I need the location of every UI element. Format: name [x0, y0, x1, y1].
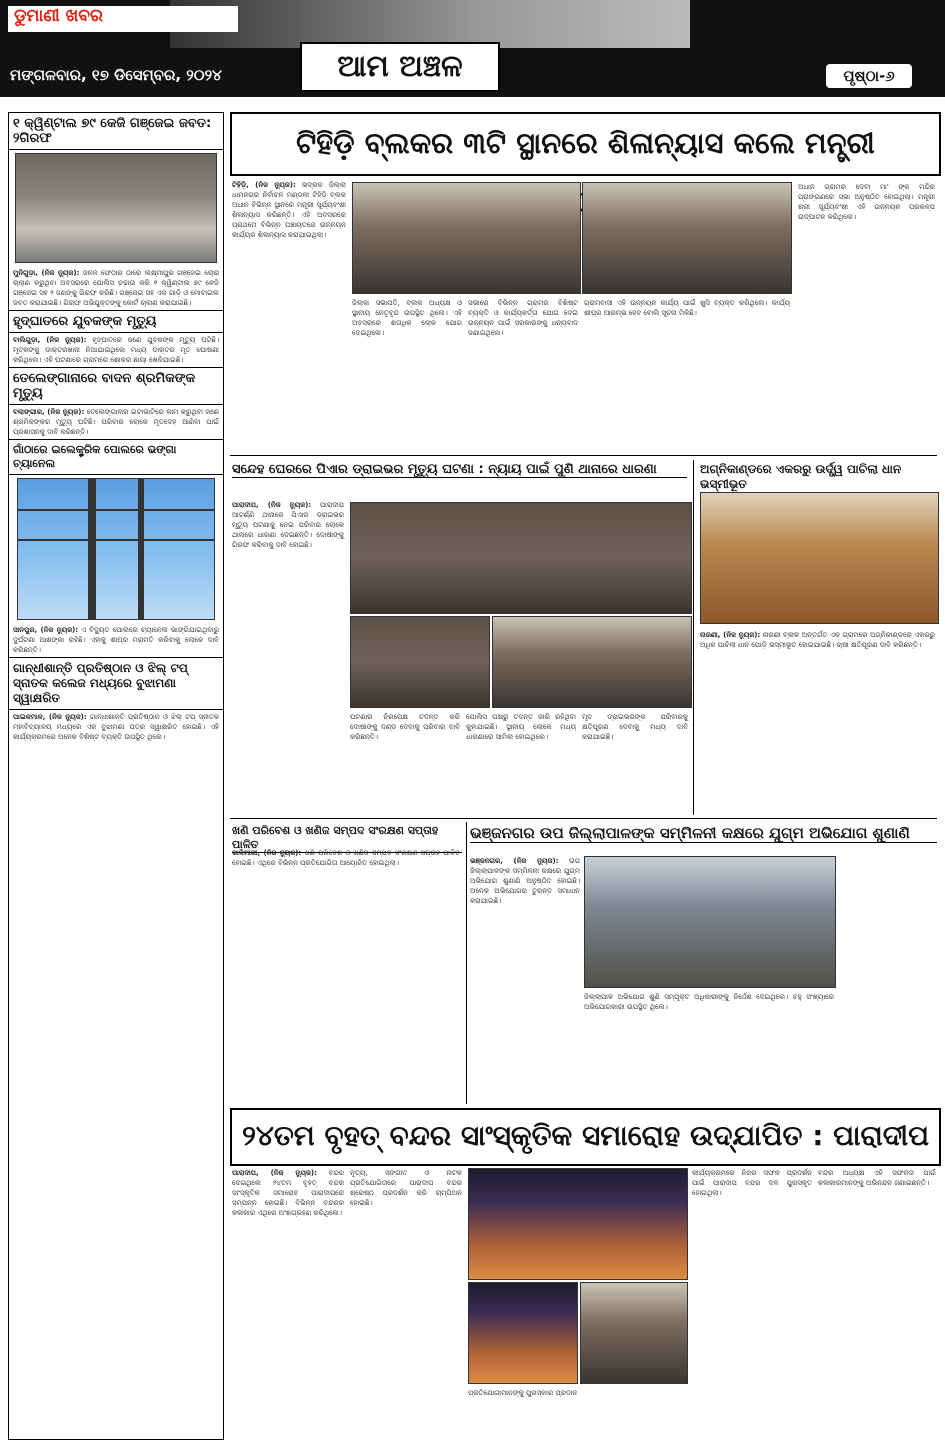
protest-photo-1	[350, 502, 692, 614]
dateline: ପାଇକମାଳ, (ନିଜ ନ୍ୟୁଜ):	[13, 713, 87, 721]
divider	[693, 460, 694, 815]
masthead-photo-strip	[170, 0, 690, 48]
masthead	[0, 0, 945, 97]
story-text: ଗାନ୍ଧୀଶାନ୍ତି ପ୍ରତିଷ୍ଠାନ ଓ ଝିଲ୍ ଟପ୍ ସ୍ନାତକ ମହାବିଦ୍ୟାଳୟ ମଧ୍ୟରେ ଏକ ବୁଝାମଣା ପତ୍ର ସ୍ୱାକ୍ଷରିତ ହୋଇଛି। ଏହି କାର୍ଯ୍ୟକ୍ରମରେ ଅନେକ ବିଶିଷ୍ଟ ବ୍ୟକ୍ତି ଉପସ୍ଥିତ ଥିଲେ।	[13, 713, 219, 741]
story-body	[9, 405, 223, 439]
electric-pole-photo	[17, 478, 215, 620]
story-text: ନାରଣୀ ବ୍ଲକ ଅନ୍ତର୍ଗତ ଏକ ଗ୍ରାମରେ ଅଗ୍ନିକାଣ୍ଡରେ ଏକରରୁ ଅଧିକ ପାଚିଲା ଧାନ ପୋଡ଼ି ଭସ୍ମୀଭୂତ ହୋଇଯାଇଛି। ଚାଷୀ କ୍ଷତିପୂରଣ ଦାବି କରିଛନ୍ତି।	[700, 631, 936, 649]
story-column	[232, 1168, 344, 1218]
divider	[230, 818, 937, 819]
story-column: ଘଟଣାର ନିରପେକ୍ଷ ତଦନ୍ତ କରି ଦୋଷୀଙ୍କୁ ଦଣ୍ଡ ଦେବାକୁ ପରିବାର ଦାବି କରିଛନ୍ତି।	[350, 713, 460, 741]
story-column	[470, 856, 580, 906]
divider	[230, 455, 937, 456]
story-headline: ଅଗ୍ନିକାଣ୍ଡରେ ଏକରରୁ ଉର୍ଦ୍ଧ୍ୱ ପାଚିଲା ଧାନ ଭସ୍ମୀଭୂତ	[700, 462, 937, 493]
dateline: ଟିହିଡ଼ି, (ନିଜ ନ୍ୟୁଜ):	[232, 181, 296, 189]
left-column	[8, 112, 224, 1440]
lead-column: ଜିଲ୍ଲା ସଭାପତି, ବ୍ଲକ ଅଧ୍ୟକ୍ଷ ଓ ସ୍ଥାନୀୟ ନେତୃବୃନ୍ଦ ଉପସ୍ଥିତ ଥିଲେ। ଏହି ଅବସରରେ ଶତାଧିକ ଲୋକ ଯୋଗ ଦେଇଥିଲେ।	[352, 299, 462, 337]
dateline: ଭଞ୍ଜନଗର, (ନିଜ ନ୍ୟୁଜ):	[470, 857, 559, 865]
wire	[18, 509, 214, 511]
story-text: ପାରାଦୀପ ଆଟର୍ଣ୍ଣି ଥାନାରେ ପିଏାର ଡ୍ରାଇଭର ମୃତ୍ୟୁ ଘଟଣାକୁ ନେଇ ପରିବାର ଲୋକେ ଥାନାରେ ଧାରଣା ଦେଇଛନ୍ତି। ଦୋଷୀଙ୍କୁ ଗିରଫ କରିବାକୁ ଦାବି ହୋଇଛି।	[232, 501, 344, 549]
police-seizure-photo	[15, 153, 217, 263]
minister-photo-1	[352, 182, 581, 294]
divider	[466, 822, 467, 1104]
award-photo	[468, 1168, 688, 1280]
dateline: ବାଲିଗୁଡ଼ା, (ନିଜ ନ୍ୟୁଜ):	[13, 336, 87, 344]
story-text: ଜନଳ ଫେଠାର ଠାରେ ଲକ୍ଷ୍ମୀପୁର ଗଞ୍ଜେଇ ଚୋରା ଚାଲାଣ କରୁଥିବା ଅବସରରେ ପୋଲିସ ଚଢ଼ାଉ କରି ୧ କ୍ୱିଣ୍ଟାଲ ୭୯ କେଜି ଗଞ୍ଜେଇ ସହ ୨ ଜଣଙ୍କୁ ଗିରଫ କରିଛି। ଗଞ୍ଜେଇ ସହ ଏକ ଗାଡ଼ି ଓ ମୋବାଇଲ ଜବତ କରାଯାଇଛି। ଗିରଫ ଅଭିଯୁକ୍ତଙ୍କୁ କୋର୍ଟ ଚାଲାଣ କରାଯାଇଛି।	[13, 269, 220, 307]
photo-caption: ପ୍ରତିଯୋଗୀମାନଙ୍କୁ ପୁରସ୍କାର ପ୍ରଦାନ	[468, 1389, 578, 1397]
story-body	[9, 710, 223, 744]
story-text: ବନ୍ଦର ଦେଇଥିଲେ ୨୪ତମ ବୃହତ୍ ବନ୍ଦର ସାଂସ୍କୃତିକ ସମାରୋହ ପାରାଦୀପରେ ସମ୍ପନ୍ନ ହୋଇଛି। ବିଭିନ୍ନ ବନ୍ଦରର କଳାକାର ଏଥିରେ ଅଂଶଗ୍ରହଣ କରିଥିଲେ।	[232, 1169, 344, 1217]
burnt-paddy-photo	[700, 492, 939, 624]
lead-column: ସଭାରେ ବିଭିନ୍ନ ଗ୍ରାମର ବିଶିଷ୍ଟ ବ୍ୟକ୍ତି ଓ କାର୍ଯ୍ୟକର୍ତ୍ତା ଯୋଗ ଦେଇ ଉନ୍ନୟନ ପାଇଁ ସରକାରଙ୍କୁ ଧନ୍ୟବାଦ ଜଣାଇଥିଲେ।	[468, 299, 578, 337]
lead-column	[232, 180, 346, 240]
dance-photo-1	[468, 1282, 578, 1384]
wire	[18, 539, 214, 541]
minister-photo-2	[582, 182, 792, 294]
grievance-meeting-photo	[584, 856, 836, 988]
story-headline: ଗାଁଠାରେ ଇଲେକ୍ଟ୍ରିକ ପୋଲରେ ଭଙ୍ଗା ଚ୍ୟାନେଲ	[9, 439, 223, 475]
dateline: ନାରଣୀ, (ନିଜ ନ୍ୟୁଜ):	[700, 631, 761, 639]
story-headline: ଗାନ୍ଧୀଶାନ୍ତି ପ୍ରତିଷ୍ଠାନ ଓ ଝିଲ୍ ଟପ୍ ସ୍ନାତକ କଲେଜ ମଧ୍ୟରେ ବୁଝାମଣା ସ୍ୱାକ୍ଷରିତ	[9, 657, 223, 710]
story-column	[232, 848, 460, 868]
audience-photo	[580, 1282, 688, 1384]
story-column: ନୃତ୍ୟ, ସଙ୍ଗୀତ ଓ ନାଟକ ପ୍ରତିଯୋଗିତାରେ ପାରାଦୀପ ବନ୍ଦର ଶ୍ରେଷ୍ଠ ପ୍ରଦର୍ଶନ କରି ଚାମ୍ପିଅନ ହୋଇଛି।	[350, 1169, 462, 1207]
dateline: ମୁନିଗୁଡ଼ା, (ନିଜ ନ୍ୟୁଜ):	[13, 269, 80, 277]
page-number: ପୃଷ୍ଠା-୬	[826, 64, 912, 88]
pole	[138, 479, 144, 619]
story-headline: ଖଣି ପରିବେଶ ଓ ଖଣିଜ ସମ୍ପଦ ସଂରକ୍ଷଣ ସପ୍ତାହ ପାଳିତ	[232, 824, 462, 853]
lead-headline: ଟିହିଡ଼ି ବ୍ଲକର ୩ଟି ସ୍ଥାନରେ ଶିଳାନ୍ୟାସ କଲେ ମନ୍ତ୍ରୀ	[230, 112, 941, 176]
story-headline: ୨୪ତମ ବୃହତ୍ ବନ୍ଦର ସାଂସ୍କୃତିକ ସମାରୋହ ଉଦ୍‌ଯାପିତ : ପାରାଦୀପ	[230, 1108, 941, 1166]
dateline: ପାରାଦୀପ, (ନିଜ ନ୍ୟୁଜ):	[232, 501, 312, 509]
dateline: ସାନପୁର, (ନିଜ ନ୍ୟୁଜ):	[13, 626, 79, 634]
dateline: ପାରାଦୀପ, (ନିଜ ନ୍ୟୁଜ):	[232, 1169, 317, 1177]
story-text: ହୃଦ୍‌ଘାତରେ ଜଣେ ଯୁବକଙ୍କ ମୃତ୍ୟୁ ଘଟିଛି। ମୃତକଙ୍କୁ ଡାକ୍ତରଖାନା ନିଆଯାଇଥିଲେ ମଧ୍ୟ ଡାକ୍ତର ମୃତ ଘୋଷଣା କରିଥିଲେ। ଏହି ଘଟଣାରେ ଗ୍ରାମରେ ଶୋକର ଛାୟା ଖେଳିଯାଇଛି।	[13, 336, 219, 364]
story-text: ଏ ବିଦ୍ୟୁତ ପୋଲରେ ଚ୍ୟାନେଲ ଭାଙ୍ଗିଯାଇଥିବାରୁ ଦୁର୍ଘଟଣା ଆଶଙ୍କା ରହିଛି। ଏହାକୁ ଶୀଘ୍ର ମରାମତି କରିବାକୁ ଲୋକେ ଦାବି କରିଛନ୍ତି।	[13, 626, 219, 654]
lead-column: ଗ୍ରାମବାସୀ ଏହି ଉନ୍ନୟନ କାର୍ଯ୍ୟ ପାଇଁ ଖୁସି ବ୍ୟକ୍ତ କରିଥିଲେ। କାର୍ଯ୍ୟ ଶୀଘ୍ର ଆରମ୍ଭ ହେବ ବୋଲି ସୂଚନା ମିଳିଛି।	[584, 299, 790, 317]
dateline: କାଳିମାରୀ, (ନିଜ ନ୍ୟୁଜ):	[232, 849, 302, 857]
story-headline: ୧ କ୍ୱିଣ୍ଟାଲ ୭୯ କେଜି ଗଞ୍ଜେଇ ଜବତ: ୨ଗିରଫ	[9, 113, 223, 150]
story-column: ମୃତ ଡ୍ରାଇଭରଙ୍କ ପରିବାରକୁ କ୍ଷତିପୂରଣ ଦେବାକୁ ମଧ୍ୟ ଦାବି କରାଯାଇଛି।	[582, 713, 688, 741]
story-column: ଜିଲ୍ଲାପାଳ ଅଭିଯୋଗ ଶୁଣି ସମ୍ପୃକ୍ତ ଅଧିକାରୀଙ୍କୁ ନିର୍ଦ୍ଦେଶ ଦେଇଥିଲେ। ବହୁ ସଂଖ୍ୟାରେ ଅଭିଯୋଗକାରୀ ଉପସ୍ଥିତ ଥିଲେ।	[584, 993, 834, 1011]
protest-photo-3	[492, 616, 692, 708]
lead-column: ଅଧାନ ଗ୍ରାମର ଦେବୀ ମା' ଙ୍କ ମନ୍ଦିର ପ୍ରାଙ୍ଗଣରେ ସଭା ଅନୁଷ୍ଠିତ ହୋଇଥିଲା। ମନ୍ତ୍ରୀ ଶ୍ରୀ ସୂର୍ଯ୍ୟବଂଶୀ ଏହି ଉନ୍ନୟନ ପ୍ରକଳ୍ପ ଉଦ୍‌ଘାଟନ କରିଥିଲେ।	[798, 183, 935, 221]
story-headline: ହୃଦ୍‌ଘାତରେ ଯୁବକଙ୍କ ମୃତ୍ୟୁ	[9, 310, 223, 333]
dateline: ବଲାଙ୍ଗୀର, (ନିଜ ନ୍ୟୁଜ):	[13, 408, 85, 416]
story-headline: ସନ୍ଦେହ ଘେରରେ ପିଏାର ଡ୍ରାଇଭର ମୃତ୍ୟୁ ଘଟଣା : ନ୍ୟାୟ ପାଇଁ ପୁଣି ଥାନାରେ ଧାରଣା	[232, 462, 687, 478]
story-text: ଉପ ଜିଲ୍ଲାପାଳଙ୍କ ସମ୍ମିଳନୀ କକ୍ଷରେ ଯୁଗ୍ମ ଅଭିଯୋଗ ଶୁଣାଣି ଅନୁଷ୍ଠିତ ହୋଇଛି। ଅନେକ ଅଭିଯୋଗର ତୁରନ୍ତ ସମାଧାନ କରାଯାଇଛି।	[470, 857, 581, 905]
story-body	[9, 333, 223, 367]
brand-title: ଡୁମାଣୀ ଖବର	[14, 6, 103, 26]
story-headline: ତେଲେଙ୍ଗାନାରେ ବାଦନ ଶ୍ରମିକଙ୍କ ମୃତ୍ୟୁ	[9, 367, 223, 405]
story-column: କାର୍ଯ୍ୟକ୍ରମରେ ନିଜର ସଫଳ ପ୍ରଦର୍ଶନ ପାଇଁ ପାରାଦୀପ ବନ୍ଦର ଦଳ ପୁରସ୍କୃତ ହୋଇଥିଲା।	[692, 1169, 812, 1197]
story-column	[700, 630, 935, 650]
story-body	[9, 623, 223, 657]
story-column: ବନ୍ଦର ଅଧ୍ୟକ୍ଷ ଏହି ସଫଳତା ପାଇଁ କଳାକାରମାନଙ୍କୁ ଅଭିନନ୍ଦନ ଜଣାଇଛନ୍ତି।	[818, 1169, 936, 1187]
story-body	[9, 266, 223, 310]
story-text: ତେଲେଙ୍ଗାନାର ଇଟାଭାଟିରେ କାମ କରୁଥିବା ଜଣେ ଶ୍ରମିକଙ୍କର ମୃତ୍ୟୁ ଘଟିଛି। ପରିବାର ଲୋକେ ମୃତଦେହ ଆଣିବା ପାଇଁ ପ୍ରଶାସନକୁ ଦାବି କରିଛନ୍ତି।	[13, 408, 219, 436]
section-title: ଆମ ଅଞ୍ଚଳ	[300, 42, 500, 92]
story-text: ଖଣି ପରିବେଶ ଓ ଖଣିଜ ସମ୍ପଦ ସଂରକ୍ଷଣ ସପ୍ତାହ ପାଳିତ ହୋଇଛି। ଏଥିରେ ବିଭିନ୍ନ ପ୍ରତିଯୋଗିତା ଆୟୋଜିତ ହୋଇଥିଲା।	[232, 849, 460, 867]
story-column: ପୋଲିସ ପକ୍ଷରୁ ତଦନ୍ତ ଜାରି ରହିଥିବା କୁହାଯାଇଛି। ସ୍ଥାନୀୟ ଲୋକେ ମଧ୍ୟ ଧାରଣାରେ ସାମିଲ ହୋଇଥିଲେ।	[466, 713, 576, 741]
story-headline: ଭଞ୍ଜନଗର ଉପ ଜିଲ୍ଲାପାଳଙ୍କ ସମ୍ମିଳନୀ କକ୍ଷରେ ଯୁଗ୍ମ ଅଭିଯୋଗ ଶୁଣାଣି	[470, 824, 937, 843]
protest-photo-2	[350, 616, 490, 708]
issue-date: ମଙ୍ଗଳବାର, ୧୭ ଡିସେମ୍ବର, ୨୦୨୪	[10, 66, 222, 84]
pole	[88, 479, 96, 619]
story-text: ଭଦ୍ରକ ଜିଲ୍ଲା ଧାମନଗର ନିର୍ବାଚନ ମଣ୍ଡଳୀ ଟିହିଡ଼ି ବ୍ଲକ ଅଧୀନ ବିଭିନ୍ନ ସ୍ଥାନରେ ମନ୍ତ୍ରୀ ସୂର୍ଯ୍ୟବଂଶୀ ଶିଳାନ୍ୟାସ କରିଛନ୍ତି। ଏହି ଅବସରରେ ପ୍ରଥମେ ବିଭିନ୍ନ ପଞ୍ଚାୟତରେ ଉନ୍ନୟନ କାର୍ଯ୍ୟର ଶିଳାନ୍ୟାସ କରାଯାଇଥିଲା।	[232, 181, 346, 239]
story-column	[232, 500, 344, 550]
